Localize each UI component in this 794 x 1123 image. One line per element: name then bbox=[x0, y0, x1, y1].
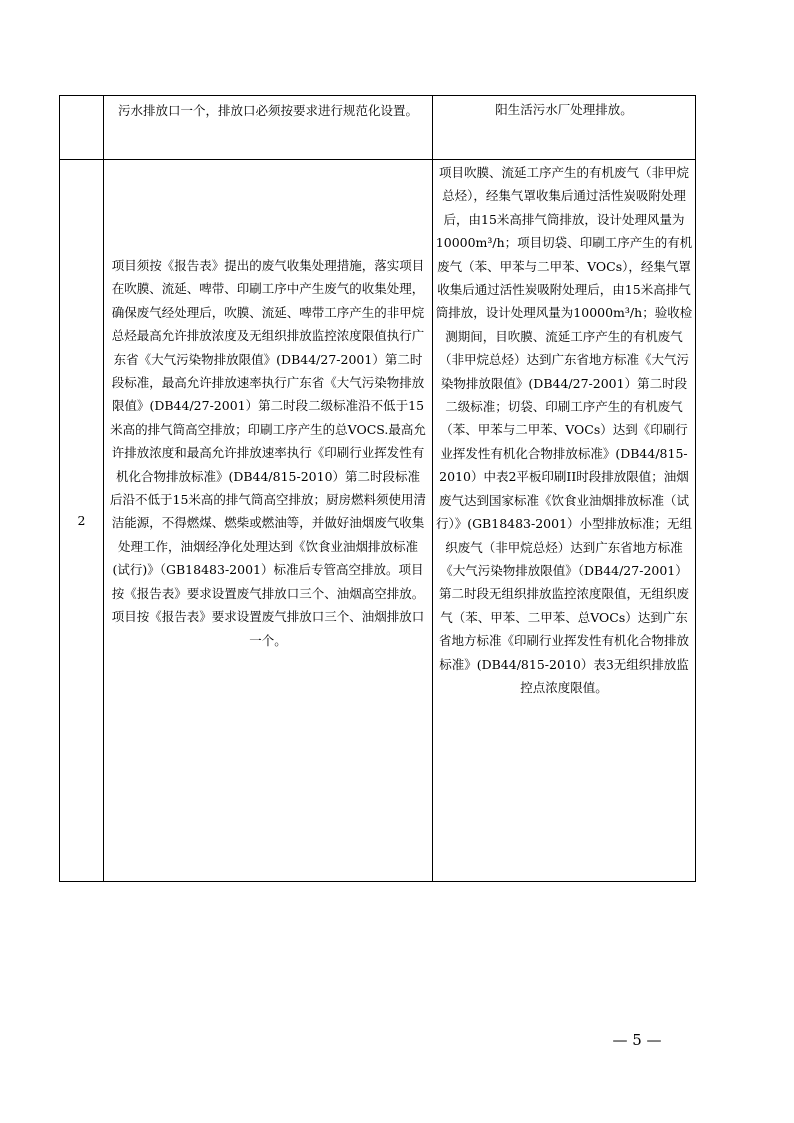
table-row bbox=[60, 96, 696, 160]
requirement-text: 污水排放口一个，排放口必须按要求进行规范化设置。 bbox=[117, 103, 418, 118]
requirement-text: 项目须按《报告表》提出的废气收集处理措施，落实项目在吹膜、流延、啤带、印刷工序中产生废气的收集处理，确保废气经处理后，吹膜、流延、啤带工序产生的非甲烷总烃最高允许排放浓度及无组织排放监控浓度限值执行广东省《大气污染物排放限值》(DB44/27-2001）第二时段标准，最高允许排放速率执行广东省《大气污染物排放限值》(DB44/27-2001）第二时段二级标准沿不低于15米高的排气筒高空排放；印刷工序产生的总VOCS.最高允许排放浓度和最高允许排放速率执行《印刷行业挥发性有机化合物排放标准》(DB44/815-2010）第二时段标准后沿不低于15米高的排气筒高空排放；厨房燃料须使用清洁能源，不得燃煤、燃柴或燃油等，并做好油烟废气收集处理工作，油烟经净化处理达到《饮食业油烟排放标准(试行)》（GB18483-2001）标准后专管高空排放。项目按《报告表》要求设置废气排放口三个、油烟高空排放。项目按《报告表》要求设置废气排放口三个、油烟排放口一个。 bbox=[110, 258, 426, 648]
page-number: — 5 — bbox=[612, 1031, 662, 1049]
requirement-cell bbox=[104, 160, 433, 882]
implementation-cell bbox=[433, 160, 696, 882]
requirements-table bbox=[59, 95, 696, 882]
table-row bbox=[60, 160, 696, 882]
implementation-text: 阳生活污水厂处理排放。 bbox=[495, 102, 633, 117]
row-number-cell bbox=[60, 96, 104, 160]
implementation-text: 项目吹膜、流延工序产生的有机废气（非甲烷总烃），经集气罩收集后通过活性炭吸附处理后，由15米高排气筒排放，设计处理风量为10000m³/h；项目切袋、印刷工序产生的有机废气（苯、甲苯与二甲苯、VOCs），经集气罩收集后通过活性炭吸附处理后，由15米高排气筒排放，设计处理风量为10000m³/h；验收检测期间，目吹膜、流延工序产生的有机废气（非甲烷总烃）达到广东省地方标准《大气污染物排放限值》(DB44/27-2001）第二时段二级标准；切袋、印刷工序产生的有机废气（苯、甲苯与二甲苯、VOCs）达到《印刷行业挥发性有机化合物排放标准》(DB44/815-2010）中表2平板印刷II时段排放限值；油烟废气达到国家标准《饮食业油烟排放标准（试行）》(GB18483-2001）小型排放标准；无组织废气（非甲烷总烃）达到广东省地方标准《大气污染物排放限值》（DB44/27-2001）第二时段无组织排放监控浓度限值，无组织废气（苯、甲苯、二甲苯、总VOCs）达到广东省地方标准《印刷行业挥发性有机化合物排放标准》(DB44/815-2010）表3无组织排放监控点浓度限值。 bbox=[435, 165, 693, 695]
requirement-cell bbox=[104, 96, 433, 160]
row-number-cell: 2 bbox=[60, 160, 104, 882]
implementation-cell bbox=[433, 96, 696, 160]
